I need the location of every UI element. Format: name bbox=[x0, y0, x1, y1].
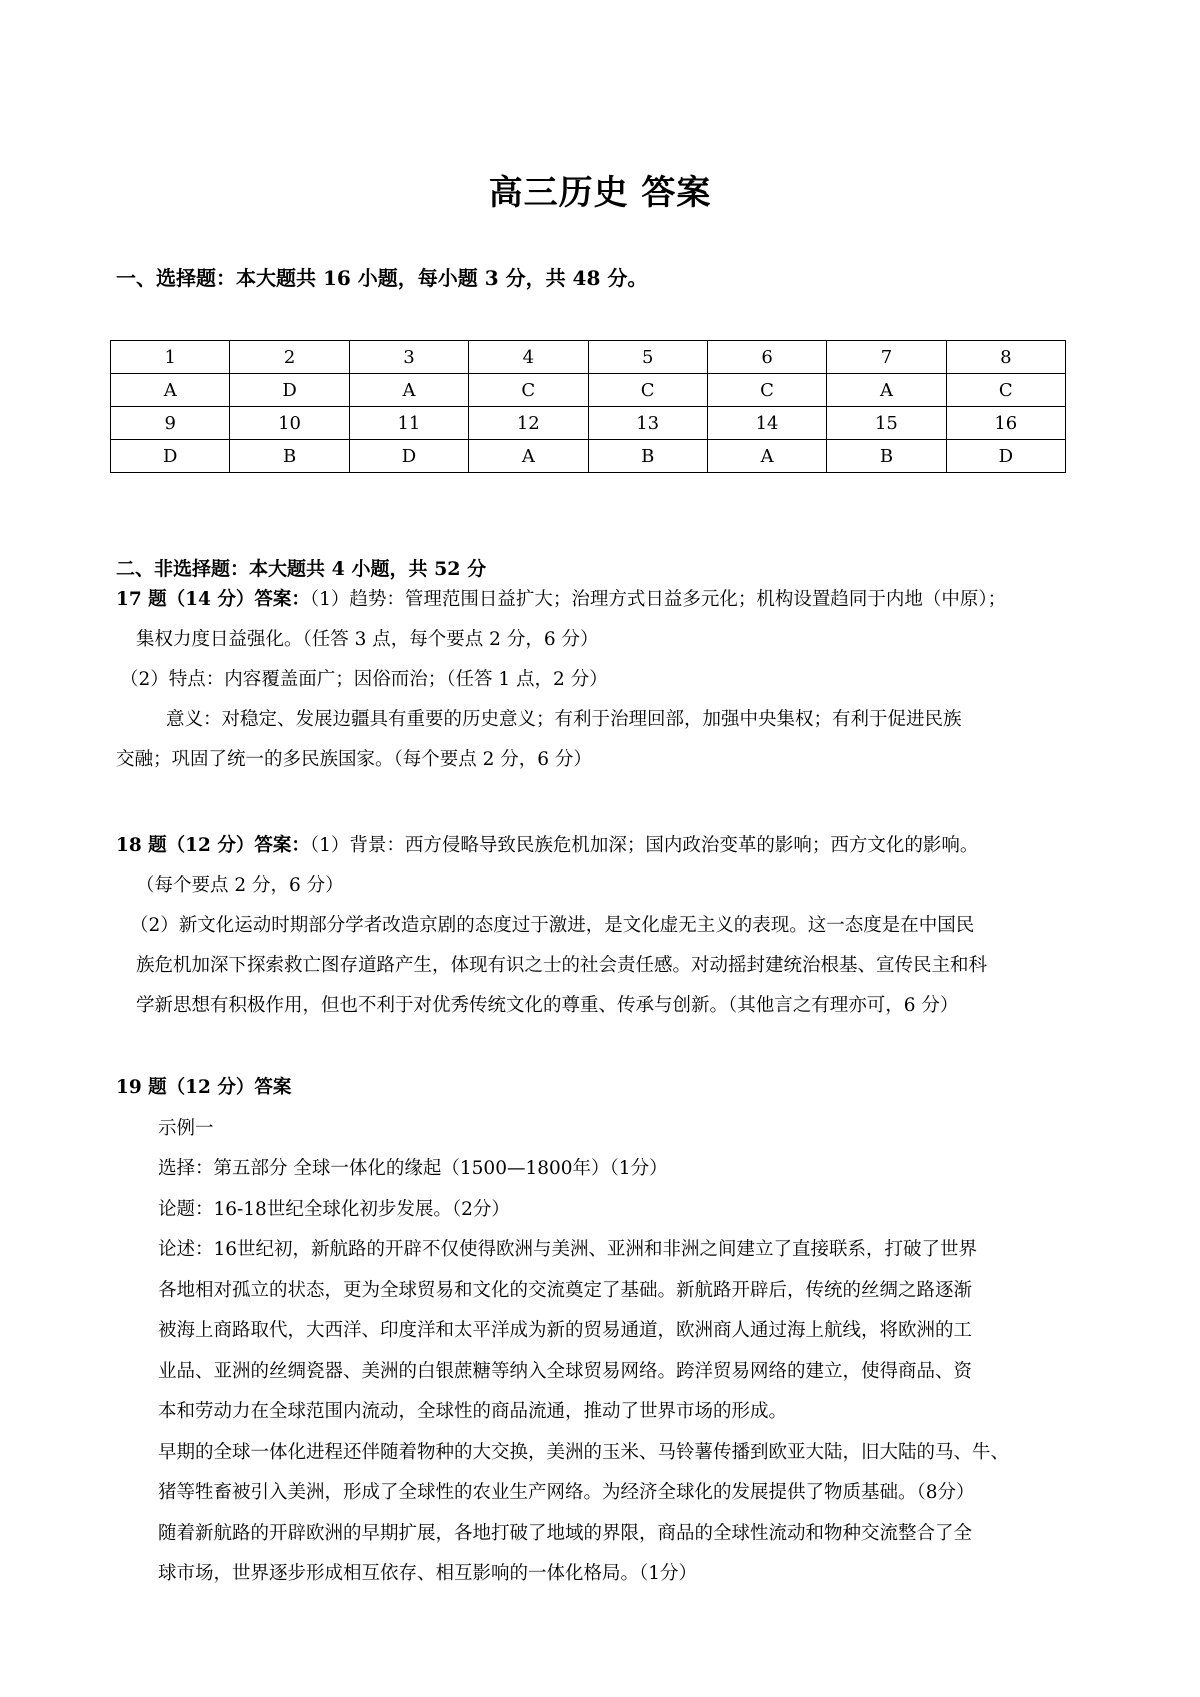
question-number-row bbox=[111, 341, 1066, 374]
q17-line-1 bbox=[116, 580, 1096, 620]
question-number-cell: 14 bbox=[707, 407, 826, 440]
answer-letter-cell: D bbox=[946, 440, 1065, 473]
answer-letter-cell: B bbox=[588, 440, 707, 473]
page-title: 高三历史 答案 bbox=[488, 173, 712, 213]
q18-line-2: （每个要点 2 分，6 分） bbox=[136, 875, 344, 896]
section2-heading: 二、非选择题：本大题共 4 小题，共 52 分 bbox=[116, 558, 487, 580]
answer-letter-cell: C bbox=[946, 374, 1065, 407]
question-number-cell: 8 bbox=[946, 341, 1065, 374]
question-18-answer bbox=[116, 826, 1096, 1026]
answer-letter-cell: D bbox=[111, 440, 230, 473]
q19-argument-line: 业品、亚洲的丝绸瓷器、美洲的白银蔗糖等纳入全球贸易网络。跨洋贸易网络的建立，使得商品、资 bbox=[158, 1360, 973, 1382]
q19-argument-line: 论述：16世纪初，新航路的开辟不仅使得欧洲与美洲、亚洲和非洲之间建立了直接联系，打破了世界 bbox=[158, 1239, 978, 1260]
q19-choice: 选择：第五部分 全球一体化的缘起（1500—1800年）（1分） bbox=[158, 1158, 668, 1179]
answer-letter-cell: A bbox=[111, 374, 230, 407]
q18-heading: 18 题（12 分）答案： bbox=[116, 835, 310, 856]
q19-topic: 论题：16-18世纪全球化初步发展。（2分） bbox=[158, 1198, 510, 1220]
answer-letter-cell: A bbox=[827, 374, 946, 407]
question-19-answer bbox=[116, 1068, 1096, 1595]
question-number-cell: 16 bbox=[946, 407, 1065, 440]
answer-table bbox=[110, 340, 1066, 473]
question-number-cell: 2 bbox=[230, 341, 349, 374]
question-number-cell: 6 bbox=[707, 341, 826, 374]
q18-part2: （2）新文化运动时期部分学者改造京剧的态度过于激进，是文化虚无主义的表现。这一态度是在中国民 bbox=[130, 915, 975, 936]
question-number-cell: 12 bbox=[469, 407, 588, 440]
q18-part1-background: （1）背景：西方侵略导致民族危机加深；国内政治变革的影响；西方文化的影响。 bbox=[309, 835, 979, 856]
q19-argument-line: 球市场，世界逐步形成相互依存、相互影响的一体化格局。（1分） bbox=[158, 1563, 698, 1584]
q19-argument-line: 猪等牲畜被引入美洲，形成了全球性的农业生产网络。为经济全球化的发展提供了物质基础。（8分） bbox=[158, 1482, 975, 1503]
answer-letter-cell: C bbox=[588, 374, 707, 407]
answer-letter-cell: A bbox=[349, 374, 468, 407]
q17-significance: 意义：对稳定、发展边疆具有重要的历史意义；有利于治理回部，加强中央集权；有利于促进民族 bbox=[166, 709, 962, 730]
q17-line-2: 集权力度日益强化。（任答 3 点，每个要点 2 分，6 分） bbox=[136, 629, 599, 650]
q17-part1-trend: （1）趋势：管理范围日益扩大；治理方式日益多元化；机构设置趋同于内地（中原）； bbox=[309, 589, 1007, 610]
q18-line-5: 学新思想有积极作用，但也不利于对优秀传统文化的尊重、传承与创新。（其他言之有理亦可，6 分） bbox=[136, 995, 959, 1016]
q17-part2-features: （2）特点：内容覆盖面广；因俗而治；（任答 1 点，2 分） bbox=[120, 669, 608, 690]
q19-argument-line: 各地相对孤立的状态，更为全球贸易和文化的交流奠定了基础。新航路开辟后，传统的丝绸之路逐渐 bbox=[158, 1279, 973, 1301]
answer-letter-cell: D bbox=[230, 374, 349, 407]
answer-letter-cell: B bbox=[230, 440, 349, 473]
question-number-cell: 4 bbox=[469, 341, 588, 374]
question-number-cell: 13 bbox=[588, 407, 707, 440]
answer-letter-row bbox=[111, 440, 1066, 473]
q19-argument-line: 本和劳动力在全球范围内流动，全球性的商品流通，推动了世界市场的形成。 bbox=[158, 1401, 788, 1422]
answer-letter-cell: A bbox=[469, 440, 588, 473]
question-number-cell: 11 bbox=[349, 407, 468, 440]
q19-example-label: 示例一 bbox=[158, 1117, 214, 1139]
q17-heading: 17 题（14 分）答案： bbox=[116, 589, 310, 610]
answer-letter-cell: D bbox=[349, 440, 468, 473]
q18-line-1 bbox=[116, 826, 1096, 866]
answer-letter-cell: B bbox=[827, 440, 946, 473]
question-number-cell: 5 bbox=[588, 341, 707, 374]
q19-heading: 19 题（12 分）答案 bbox=[116, 1077, 292, 1098]
section1-heading: 一、选择题：本大题共 16 小题，每小题 3 分，共 48 分。 bbox=[116, 266, 648, 290]
question-number-cell: 9 bbox=[111, 407, 230, 440]
q18-line-4: 族危机加深下探索救亡图存道路产生，体现有识之士的社会责任感。对动摇封建统治根基、宣传民主和科 bbox=[136, 955, 988, 976]
q19-argument-line: 随着新航路的开辟欧洲的早期扩展，各地打破了地域的界限，商品的全球性流动和物种交流整合了全 bbox=[158, 1522, 973, 1544]
q19-argument-line: 早期的全球一体化进程还伴随着物种的大交换，美洲的玉米、马铃薯传播到欧亚大陆，旧大陆的马、牛、 bbox=[158, 1441, 1010, 1463]
q19-argument-line: 被海上商路取代，大西洋、印度洋和太平洋成为新的贸易通道，欧洲商人通过海上航线，将欧洲的工 bbox=[158, 1320, 973, 1341]
question-number-cell: 10 bbox=[230, 407, 349, 440]
question-number-cell: 7 bbox=[827, 341, 946, 374]
question-17-answer bbox=[116, 580, 1096, 780]
question-number-cell: 3 bbox=[349, 341, 468, 374]
question-number-row bbox=[111, 407, 1066, 440]
answer-letter-cell: C bbox=[469, 374, 588, 407]
answer-letter-row bbox=[111, 374, 1066, 407]
answer-letter-cell: C bbox=[707, 374, 826, 407]
q17-line-5: 交融；巩固了统一的多民族国家。（每个要点 2 分，6 分） bbox=[116, 749, 592, 770]
question-number-cell: 15 bbox=[827, 407, 946, 440]
question-number-cell: 1 bbox=[111, 341, 230, 374]
answer-letter-cell: A bbox=[707, 440, 826, 473]
